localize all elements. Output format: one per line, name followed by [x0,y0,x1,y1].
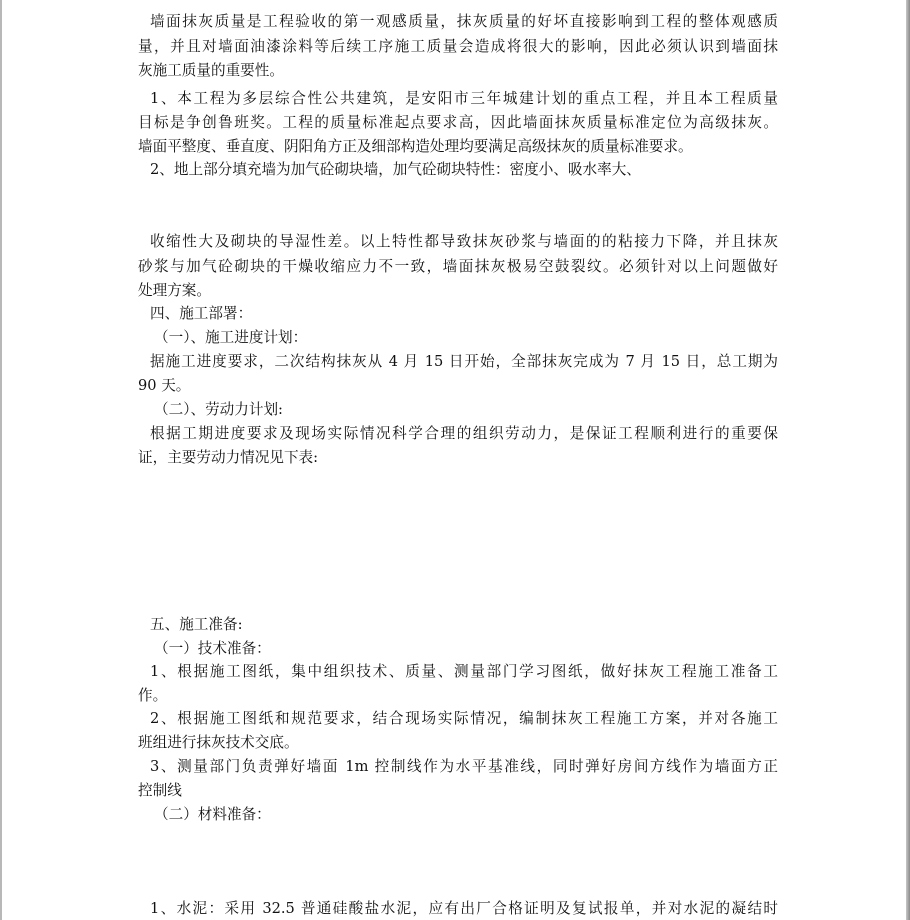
page-left-edge [0,0,2,920]
text-line: 证，主要劳动力情况见下表: [138,449,319,466]
text-line: 处理方案。 [138,282,211,299]
text-line: 墙面抹灰质量是工程验收的第一观感质量，抹灰质量的好坏直接影响到工程的整体观感质 [150,13,778,30]
text-line: 收缩性大及砌块的导湿性差。以上特性都导致抹灰砂浆与墙面的的粘接力下降，并且抹灰 [150,233,778,250]
text-line: 控制线 [138,782,182,799]
text-line: 墙面平整度、垂直度、阴阳角方正及细部构造处理均要满足高级抹灰的质量标准要求。 [138,138,693,155]
subsection-heading: （一）技术准备： [154,640,271,657]
text-line: 量，并且对墙面油漆涂料等后续工序施工质量会造成将很大的影响，因此必须认识到墙面抹 [138,38,778,55]
section-heading: 五、施工准备: [150,616,243,633]
text-line: 灰施工质量的重要性。 [138,62,284,79]
text-line: 作。 [138,687,168,704]
text-line: 据施工进度要求，二次结构抹灰从 4 月 15 日开始，全部抹灰完成为 7 月 15 日，总工期为 [150,353,778,370]
text-line: 2、根据施工图纸和规范要求，结合现场实际情况，编制抹灰工程施工方案，并对各施工 [150,710,778,727]
text-line: 1、根据施工图纸，集中组织技术、质量、测量部门学习图纸，做好抹灰工程施工准备工 [150,663,778,680]
subsection-heading: （二）材料准备： [154,806,271,823]
text-line: 90 天。 [138,377,191,394]
text-line: 1、水泥：采用 32.5 普通硅酸盐水泥，应有出厂合格证明及复试报单，并对水泥的凝结时 [150,900,778,917]
text-line: 1、本工程为多层综合性公共建筑，是安阳市三年城建计划的重点工程，并且本工程质量 [150,90,778,107]
subsection-heading: （二）、劳动力计划: [154,401,283,418]
text-line: 目标是争创鲁班奖。工程的质量标准起点要求高，因此墙面抹灰质量标准定位为高级抹灰。 [138,114,778,131]
text-line: 根据工期进度要求及现场实际情况科学合理的组织劳动力，是保证工程顺利进行的重要保 [150,425,778,442]
text-line: 3、测量部门负责弹好墙面 1m 控制线作为水平基准线，同时弹好房间方线作为墙面方正 [150,758,778,775]
text-line: 砂浆与加气砼砌块的干燥收缩应力不一致，墙面抹灰极易空鼓裂纹。必须针对以上问题做好 [138,258,778,275]
page-right-edge [906,0,910,920]
text-line: 班组进行抹灰技术交底。 [138,734,299,751]
section-heading: 四、施工部署： [150,305,253,322]
subsection-heading: （一）、施工进度计划： [154,329,308,346]
text-line: 2、地上部分填充墙为加气砼砌块墙，加气砼砌块特性：密度小、吸水率大、 [150,161,641,178]
